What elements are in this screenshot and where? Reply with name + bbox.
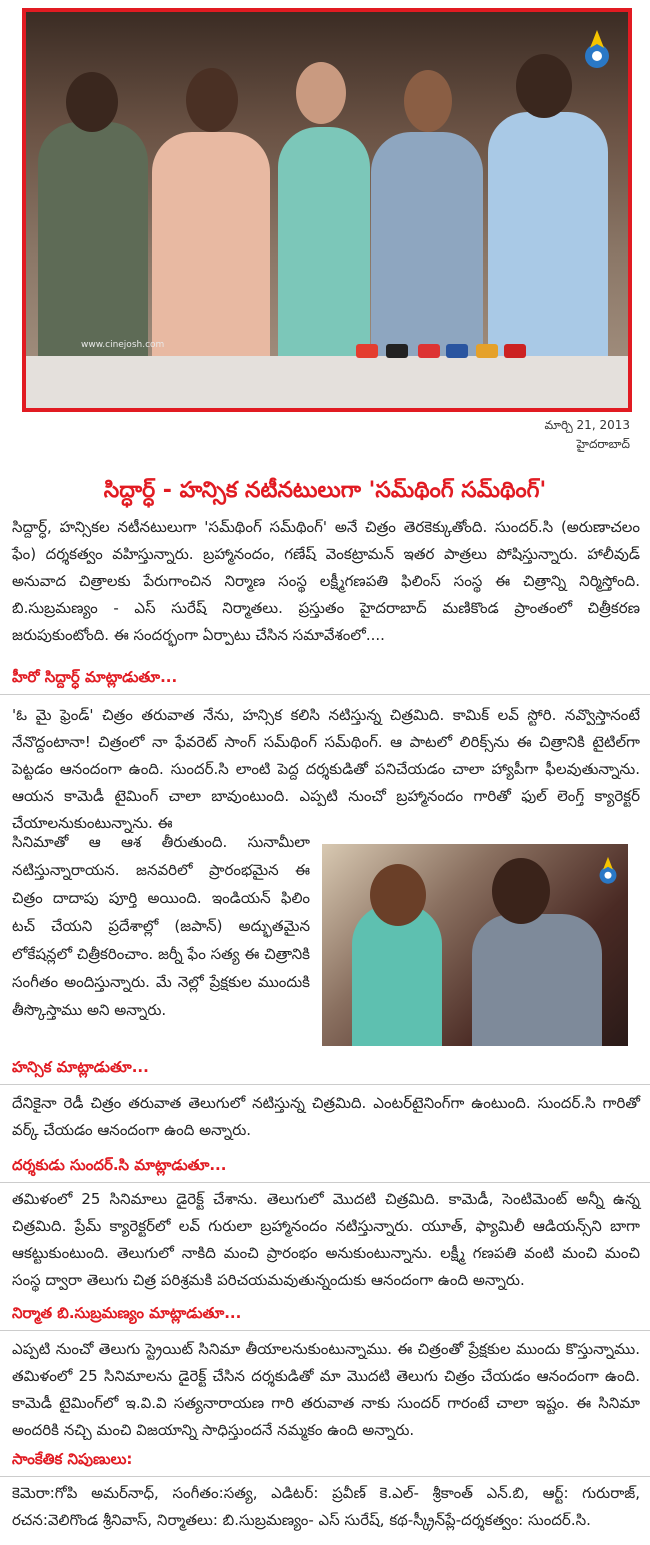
site-logo-icon [596,854,620,888]
director-paragraph: తమిళంలో 25 సినిమాలు డైరెక్ట్ చేశాను. తెలుగులో మొదటి చిత్రమిది. కామెడీ, సెంటిమెంట్ అన్నీ ఉన్న చిత్రమిది. ప్రేమ్ క్యారెక్టర్‌లో లవ్ గురులా బ్రహ్మానందం నటిస్తున్నారు. యూత్, ఫ్యామిలీ ఆడియన్స్‌ని బాగా ఆకట్టుకుంటుంది. తెలుగులో నాకిది మంచి ప్రారంభం అనుకుంటున్నాను. లక్ష్మీ గణపతి వంటి మంచి మంచి సంస్థ ద్వారా తెలుగు చిత్ర పరిశ్రమకి పరిచయమవుతున్నందుకు ఆనందంగా ఉంది అన్నారు. [12,1190,640,1289]
article-location: హైదరాబాద్ [576,437,630,451]
divider [0,1084,650,1085]
divider [0,694,650,695]
hero-paragraph: 'ఓ మై ఫ్రెండ్' చిత్రం తరువాత నేను, హన్సిక కలిసి నటిస్తున్న చిత్రమిది. కామిక్ లవ్ స్టోరి. నవ్వొస్తానంటే నేనొద్దంటానా! చిత్రంలో నా ఫేవరెట్ సాంగ్ సమ్‌థింగ్ సమ్‌థింగ్. ఆ పాటలో లిరిక్స్‌ను ఈ చిత్రానికి టైటిల్‌గా పెట్టడం ఆనందంగా ఉంది. సుందర్.సి లాంటి పెద్ద దర్శకుడితో పనిచేయడం చాలా హ్యాపీగా ఫీలవుతున్నాను. ఆయన కామెడీ టైమింగ్ చాలా బావుంటుంది. ఎప్పటి నుంచో బ్రహ్మానందం గారితో ఫుల్ లెంగ్త్ క్యారెక్టర్ చేయాలనుకుంటున్నాను. ఈ [12,706,640,832]
divider [0,1330,650,1331]
section-title-hero: హీరో సిద్దార్ధ్ మాట్లాడుతూ... [12,668,178,686]
section-title-heroine: హన్సిక మాట్లాడుతూ... [12,1058,149,1076]
producer-paragraph: ఎప్పటి నుంచో తెలుగు స్ట్రెయిట్ సినిమా తీయాలనుకుంటున్నాము. ఈ చిత్రంతో ప్రేక్షకుల ముందు కొస్తున్నాము. తమిళంలో 25 సినిమాలను డైరెక్ట్ చేసిన దర్శకుడితో మా మొదటి తెలుగు చిత్రం చేయడం ఆనందంగా ఉంది. కామెడీ టైమింగ్‌లో ఇ.వి.వి సత్యనారాయణ గారి తరువాత నాకు సుందర్ గారంటే చాలా ఇష్టం. ఈ సినిమా అందరికి నచ్చి మంచి విజయాన్ని సాధిస్తుందనే నమ్మకం ఉంది అన్నారు. [12,1340,640,1439]
photo-watermark: www.cinejosh.com [81,340,165,350]
credits-paragraph: కెమెరా:గోపి అమర్‌నాధ్, సంగీతం:సత్య, ఎడిటర్: ప్రవీణ్ కె.ఎల్- శ్రీకాంత్ ఎన్.బి, ఆర్ట్: గురురాజ్, రచన:వెలిగొండ శ్రీనివాస్, నిర్మాతలు: బి.సుబ్రమణ్యం- ఎస్ సురేష్, కథ-స్క్రీన్‌ప్లే-దర్శకత్వం: సుందర్.సి. [12,1484,640,1529]
still-photo [322,844,628,1046]
heroine-paragraph: దేనికైనా రెడీ చిత్రం తరువాత తెలుగులో నటిస్తున్న చిత్రమిది. ఎంటర్‌టైనింగ్‌గా ఉంటుంది. సుందర్.సి గారితో వర్క్ చేయడం ఆనందంగా ఉంది అన్నారు. [12,1094,640,1139]
divider [0,1476,650,1477]
site-logo-icon [580,26,614,74]
section-title-credits: సాంకేతిక నిపుణులు: [12,1450,133,1468]
intro-paragraph: సిద్దార్ధ్, హన్సికల నటీనటులుగా 'సమ్‌థింగ్ సమ్‌థింగ్' అనే చిత్రం తెరకెక్కుతోంది. సుందర్.సి (అరుణాచలం ఫేం) దర్శకత్వం వహిస్తున్నారు. బ్రహ్మానందం, గణేష్ వెంకట్రామన్ ఇతర పాత్రలు పోషిస్తున్నారు. హాలీవుడ్ అనువాద చిత్రాలకు పేరుగాంచిన నిర్మాణ సంస్థ లక్ష్మీగణపతి ఫిలింస్ సంస్థ ఈ చిత్రాన్ని నిర్మిస్తోంది. బి.సుబ్రమణ్యం - ఎస్ సురేష్ నిర్మాతలు. ప్రస్తుతం హైదరాబాద్ మణికొండ ప్రాంతంలో చిత్రీకరణ జరుపుకుంటోంది. ఈ సందర్భంగా ఏర్పాటు చేసిన సమావేశంలో.... [12,518,640,644]
section-title-producer: నిర్మాత బి.సుబ్రమణ్యం మాట్లాడుతూ... [12,1304,242,1322]
hero-paragraph-continued: సినిమాతో ఆ ఆశ తీరుతుంది. సునామీలా నటిస్తున్నారాయన. జనవరిలో ప్రారంభమైన ఈ చిత్రం దాదాపు పూర్తి అయింది. ఇండియన్ ఫిలిం టచ్ చేయని ప్రదేశాల్లో (జపాన్) అద్భుతమైన లోకేషన్లలో చిత్రీకరించాం. జర్నీ ఫేం సత్య ఈ చిత్రానికి సంగీతం అందిస్తున్నారు. మే నెల్లో ప్రేక్షకుల ముందుకి తీస్కొస్తాము అని అన్నారు. [12,833,310,1019]
press-meet-photo [22,8,632,412]
section-title-director: దర్శకుడు సుందర్.సి మాట్లాడుతూ... [12,1156,227,1174]
article-headline: సిద్ధార్ధ్ - హన్సిక నటీనటులుగా 'సమ్‌థింగ్ సమ్‌థింగ్' [103,478,547,503]
divider [0,1182,650,1183]
article-date: మార్చి 21, 2013 [544,418,630,432]
